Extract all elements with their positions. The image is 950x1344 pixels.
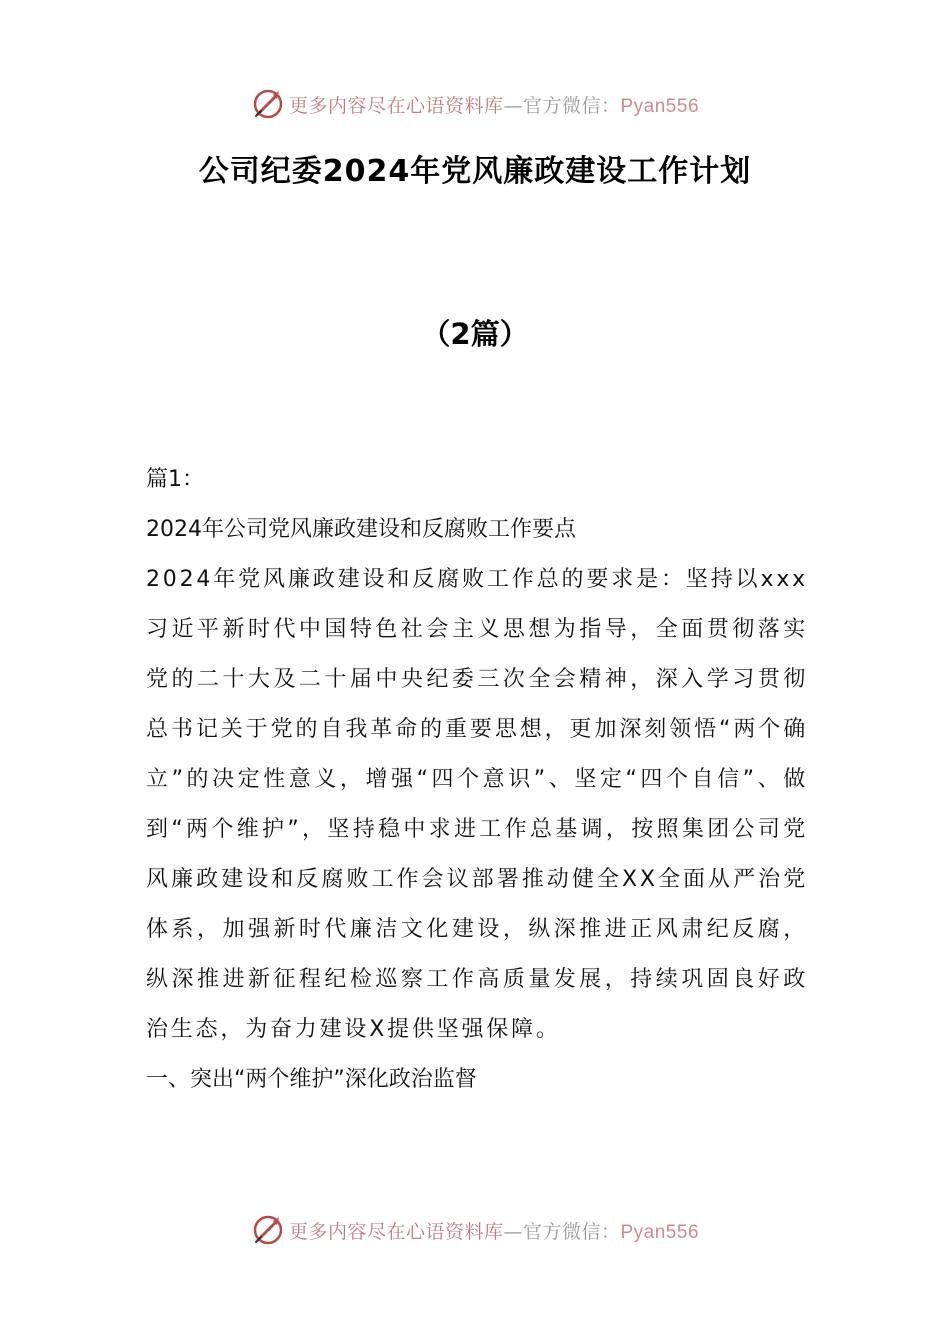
watermark-dash: — [503, 1220, 523, 1243]
section-one-heading: 一、突出“两个维护”深化政治监督 [146, 1067, 477, 1092]
header-watermark [0, 84, 950, 124]
document-subtitle: （2篇） [421, 317, 529, 351]
watermark-name: 更多内容尽在心语资料库 [288, 1220, 504, 1243]
section-label: 篇1： [146, 467, 204, 492]
watermark-sub: 官方微信： [522, 1220, 621, 1243]
pen-logo-icon [251, 87, 285, 121]
watermark-dash: — [503, 94, 523, 117]
watermark-id: Pyan556 [620, 1221, 700, 1243]
watermark-sub: 官方微信： [522, 94, 621, 117]
pen-logo-icon [251, 1213, 285, 1247]
watermark-name: 更多内容尽在心语资料库 [288, 94, 504, 117]
watermark-id: Pyan556 [620, 95, 700, 117]
document-title: 公司纪委2024年党风廉政建设工作计划 [198, 154, 752, 189]
body-paragraph: 2024年党风廉政建设和反腐败工作总的要求是：坚持以xxx习近平新时代中国特色社会主义思想为指导，全面贯彻落实党的二十大及二十届中央纪委三次全会精神，深入学习贯彻总书记关于党的自我革命的重要思想，更加深刻领悟“两个确立”的决定性意义，增强“四个意识”、坚定“四个自信”、做到“两个维护”，坚持稳中求进工作总基调，按照集团公司党风廉政建设和反腐败工作会议部署推动健全XX全面从严治党体系，加强新时代廉洁文化建设，纵深推进正风肃纪反腐，纵深推进新征程纪检巡察工作高质量发展，持续巩固良好政治生态，为奋力建设X提供坚强保障。 [146, 567, 808, 1042]
document-body [146, 455, 808, 1105]
watermark-text [289, 1217, 699, 1244]
watermark-text [289, 91, 699, 118]
footer-watermark [0, 1210, 950, 1250]
section-heading: 2024年公司党风廉政建设和反腐败工作要点 [146, 517, 576, 542]
